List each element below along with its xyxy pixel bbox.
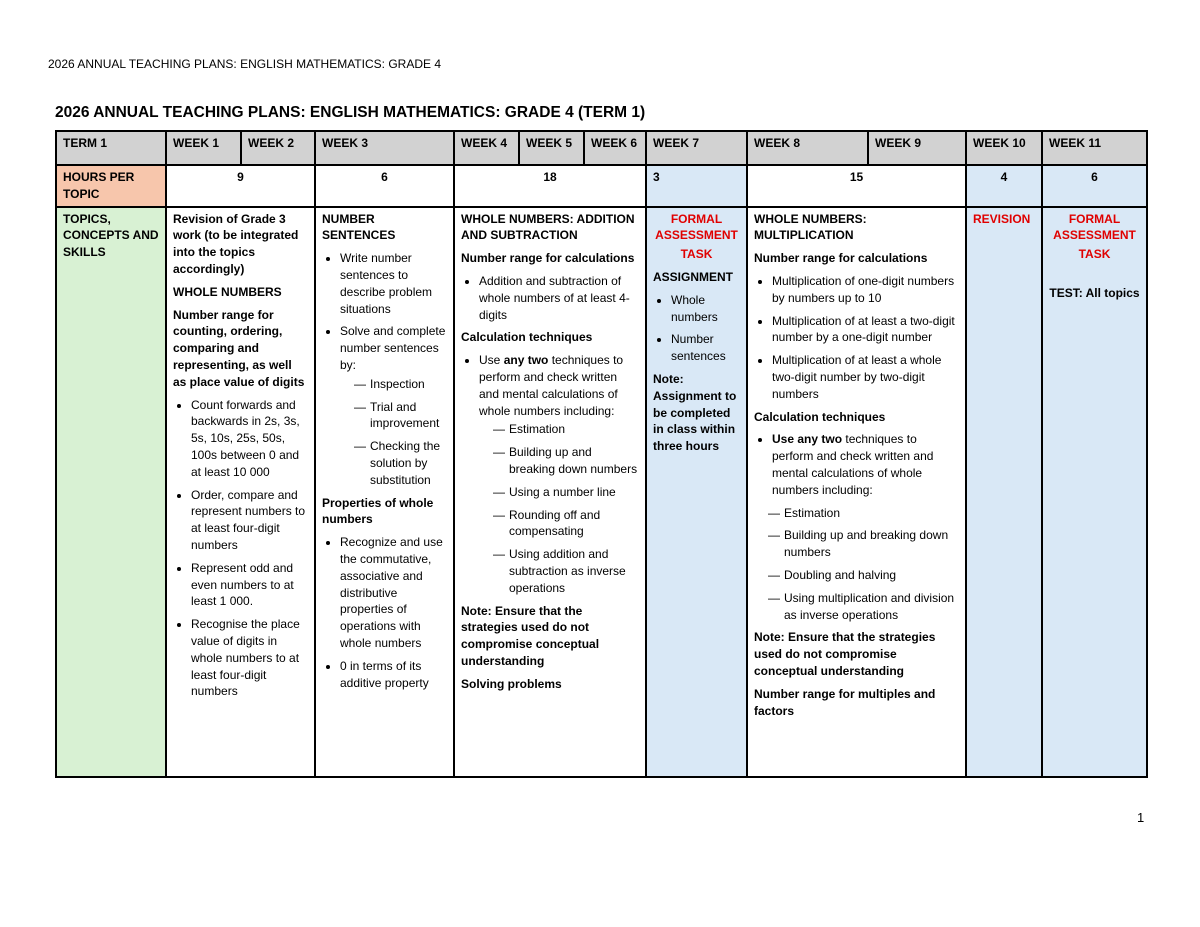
strategy-note: Note: Ensure that the strategies used do not compromise conceptual understanding: [754, 630, 936, 678]
list-item: — Using a number line: [493, 484, 639, 501]
number-range-heading: Number range for counting, ordering, comparing and representing, as well as place value of digits: [173, 307, 305, 389]
solve-methods-list: [340, 376, 447, 489]
multiples-factors-heading: Number range for multiples and factors: [754, 686, 936, 718]
header-week-9: WEEK 9: [868, 131, 966, 165]
calculation-techniques-heading: Calculation techniques: [461, 330, 593, 345]
hours-week-11: 6: [1042, 165, 1147, 207]
solving-problems-heading: Solving problems: [461, 676, 562, 691]
use-any-two: Use any two: [772, 432, 843, 447]
hours-weeks-8-9: 15: [747, 165, 966, 207]
use-any-two: any two: [503, 353, 549, 368]
hours-label: HOURS PER TOPIC: [56, 165, 166, 207]
techniques-dash-list: [754, 505, 959, 624]
list-item: • Multiplication of at least a two-digit number by a one-digit number: [772, 313, 959, 347]
assignment-list: [653, 292, 740, 365]
header-week-4: WEEK 4: [454, 131, 519, 165]
hours-week-3: 6: [315, 165, 454, 207]
list-item: — Trial and improvement: [354, 399, 447, 433]
whole-numbers-heading: WHOLE NUMBERS: [173, 284, 282, 299]
task-label: TASK: [680, 247, 713, 262]
task-label: TASK: [1078, 247, 1111, 262]
number-range-list: [461, 273, 639, 323]
list-item: • Addition and subtraction of whole numbers of at least 4-digits: [479, 273, 639, 323]
assignment-label: ASSIGNMENT: [653, 269, 734, 284]
page-number: 1: [1137, 810, 1145, 825]
header-week-8: WEEK 8: [747, 131, 868, 165]
running-header: 2026 ANNUAL TEACHING PLANS: ENGLISH MATHEMATICS: GRADE 4: [48, 57, 441, 71]
hours-weeks-4-6: 18: [454, 165, 646, 207]
header-week-1: WEEK 1: [166, 131, 241, 165]
teaching-plan-table: [55, 130, 1148, 778]
list-item: • Multiplication of at least a whole two-digit number by two-digit numbers: [772, 352, 959, 402]
calculation-techniques-heading: Calculation techniques: [754, 409, 886, 424]
list-item: • Recognize and use the commutative, associative and distributive properties of operations with whole numbers: [340, 534, 447, 652]
use-suffix: techniques to perform and check written and mental calculations of whole numbers including:: [479, 353, 624, 418]
multiplication-heading: WHOLE NUMBERS: MULTIPLICATION: [754, 211, 867, 243]
header-week-5: WEEK 5: [519, 131, 584, 165]
revision-intro: Revision of Grade 3 work (to be integrated into the topics accordingly): [173, 211, 299, 276]
formal-assessment-label: FORMAL ASSESSMENT: [655, 211, 738, 243]
list-item: • Order, compare and represent numbers to at least four-digit numbers: [191, 487, 308, 554]
hours-week-7: 3: [646, 165, 747, 207]
list-item: • Number sentences: [671, 331, 740, 365]
week-3-content: [315, 207, 454, 777]
week-10-content: [966, 207, 1042, 777]
header-week-3: WEEK 3: [315, 131, 454, 165]
header-week-10: WEEK 10: [966, 131, 1042, 165]
list-item: • Whole numbers: [671, 292, 740, 326]
weeks-8-9-content: [747, 207, 966, 777]
list-item: [340, 323, 447, 488]
number-range-heading: Number range for calculations: [754, 251, 928, 266]
revision-label: REVISION: [973, 211, 1031, 226]
number-sentences-list: [322, 250, 447, 488]
addition-subtraction-heading: WHOLE NUMBERS: ADDITION AND SUBTRACTION: [461, 211, 635, 243]
header-row: [56, 131, 1147, 165]
hours-week-10: 4: [966, 165, 1042, 207]
properties-heading: Properties of whole numbers: [322, 495, 434, 527]
list-item: — Using addition and subtraction as inverse operations: [493, 546, 639, 596]
hours-row: [56, 165, 1147, 207]
number-range-heading: Number range for calculations: [461, 251, 635, 266]
week-11-content: [1042, 207, 1147, 777]
assignment-note: Note: Assignment to be completed in class within three hours: [653, 371, 737, 454]
properties-list: [322, 534, 447, 691]
list-item: — Rounding off and compensating: [493, 507, 639, 541]
list-item: • Multiplication of one-digit numbers by numbers up to 10: [772, 273, 959, 307]
list-item: [772, 431, 959, 498]
test-label: TEST: All topics: [1049, 285, 1140, 300]
use-prefix: Use: [479, 353, 504, 368]
weeks-4-6-content: [454, 207, 646, 777]
list-item: — Estimation: [768, 505, 959, 522]
list-item-text: Solve and complete number sentences by:: [340, 324, 446, 372]
topics-row: [56, 207, 1147, 777]
header-week-7: WEEK 7: [646, 131, 747, 165]
whole-numbers-list: [173, 397, 308, 701]
header-week-6: WEEK 6: [584, 131, 646, 165]
techniques-dash-list: [479, 421, 639, 596]
list-item: — Inspection: [354, 376, 447, 393]
list-item: [479, 352, 639, 596]
header-week-11: WEEK 11: [1042, 131, 1147, 165]
list-item: — Using multiplication and division as inverse operations: [768, 590, 959, 624]
use-suffix: techniques to perform and check written and mental calculations of whole numbers including:: [772, 432, 934, 497]
topics-label: TOPICS, CONCEPTS AND SKILLS: [56, 207, 166, 777]
list-item: — Building up and breaking down numbers: [493, 444, 639, 478]
techniques-list: [754, 431, 959, 498]
list-item: • Recognise the place value of digits in whole numbers to at least four-digit numbers: [191, 616, 308, 700]
list-item: • Write number sentences to describe problem situations: [340, 250, 447, 317]
list-item: — Checking the solution by substitution: [354, 438, 447, 488]
header-week-2: WEEK 2: [241, 131, 315, 165]
techniques-list: [461, 352, 639, 596]
list-item: — Doubling and halving: [768, 567, 959, 584]
list-item: — Building up and breaking down numbers: [768, 527, 959, 561]
list-item: • 0 in terms of its additive property: [340, 658, 447, 692]
list-item: — Estimation: [493, 421, 639, 438]
week-7-content: [646, 207, 747, 777]
strategy-note: Note: Ensure that the strategies used do not compromise conceptual understanding: [461, 603, 600, 668]
list-item: • Represent odd and even numbers to at least 1 000.: [191, 560, 308, 610]
hours-weeks-1-2: 9: [166, 165, 315, 207]
list-item: • Count forwards and backwards in 2s, 3s, 5s, 10s, 25s, 50s, 100s between 0 and at least 10 000: [191, 397, 308, 481]
weeks-1-2-content: [166, 207, 315, 777]
formal-assessment-label: FORMAL ASSESSMENT: [1053, 211, 1136, 243]
multiplication-list: [754, 273, 959, 403]
document-title: 2026 ANNUAL TEACHING PLANS: ENGLISH MATHEMATICS: GRADE 4 (TERM 1): [55, 104, 646, 121]
header-term: TERM 1: [56, 131, 166, 165]
number-sentences-heading: NUMBER SENTENCES: [322, 211, 396, 243]
